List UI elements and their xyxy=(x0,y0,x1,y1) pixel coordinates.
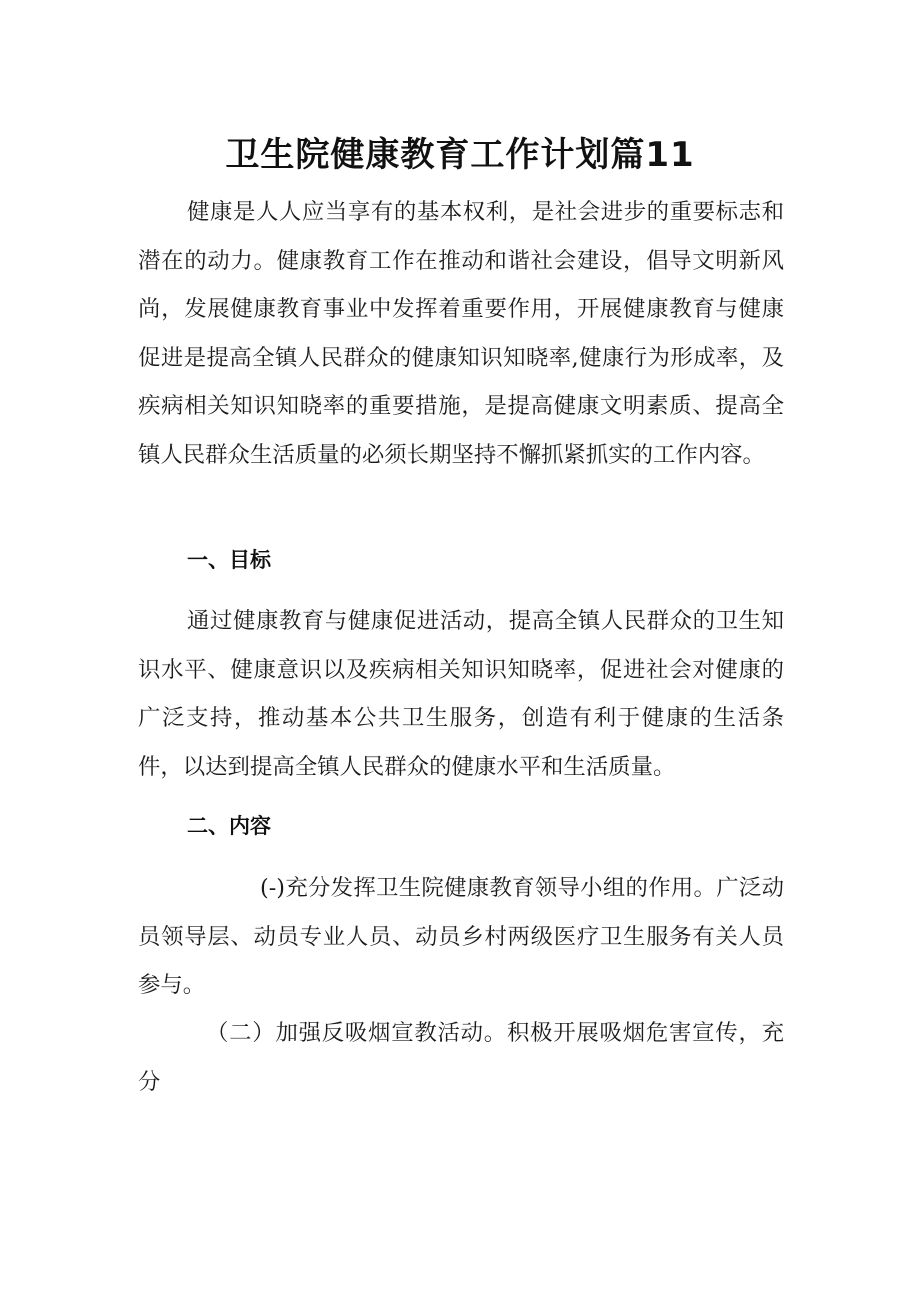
content-paragraph-1: (-)充分发挥卫生院健康教育领导小组的作用。广泛动员领导层、动员专业人员、动员乡村两级医疗卫生服务有关人员参与。 xyxy=(138,875,784,998)
document-title: 卫生院健康教育工作计划篇11 xyxy=(225,135,695,175)
intro-paragraph: 健康是人人应当享有的基本权利，是社会进步的重要标志和潜在的动力。健康教育工作在推动和谐社会建设，倡导文明新风尚，发展健康教育事业中发挥着重要作用，开展健康教育与健康促进是提高全镇人民群众的健康知识知晓率,健康行为形成率，及疾病相关知识知晓率的重要措施，是提高健康文明素质、提高全镇人民群众生活质量的必须长期坚持不懈抓紧抓实的工作内容。 xyxy=(138,199,784,468)
section-heading-content: 二、内容 xyxy=(187,814,271,838)
section-heading-goals: 一、目标 xyxy=(187,548,271,572)
goals-paragraph: 通过健康教育与健康促进活动，提高全镇人民群众的卫生知识水平、健康意识以及疾病相关知识知晓率，促进社会对健康的广泛支持，推动基本公共卫生服务，创造有利于健康的生活条件，以达到提高全镇人民群众的健康水平和生活质量。 xyxy=(138,608,784,780)
content-paragraph-2: （二）加强反吸烟宣教活动。积极开展吸烟危害宣传，充分 xyxy=(138,1020,784,1095)
